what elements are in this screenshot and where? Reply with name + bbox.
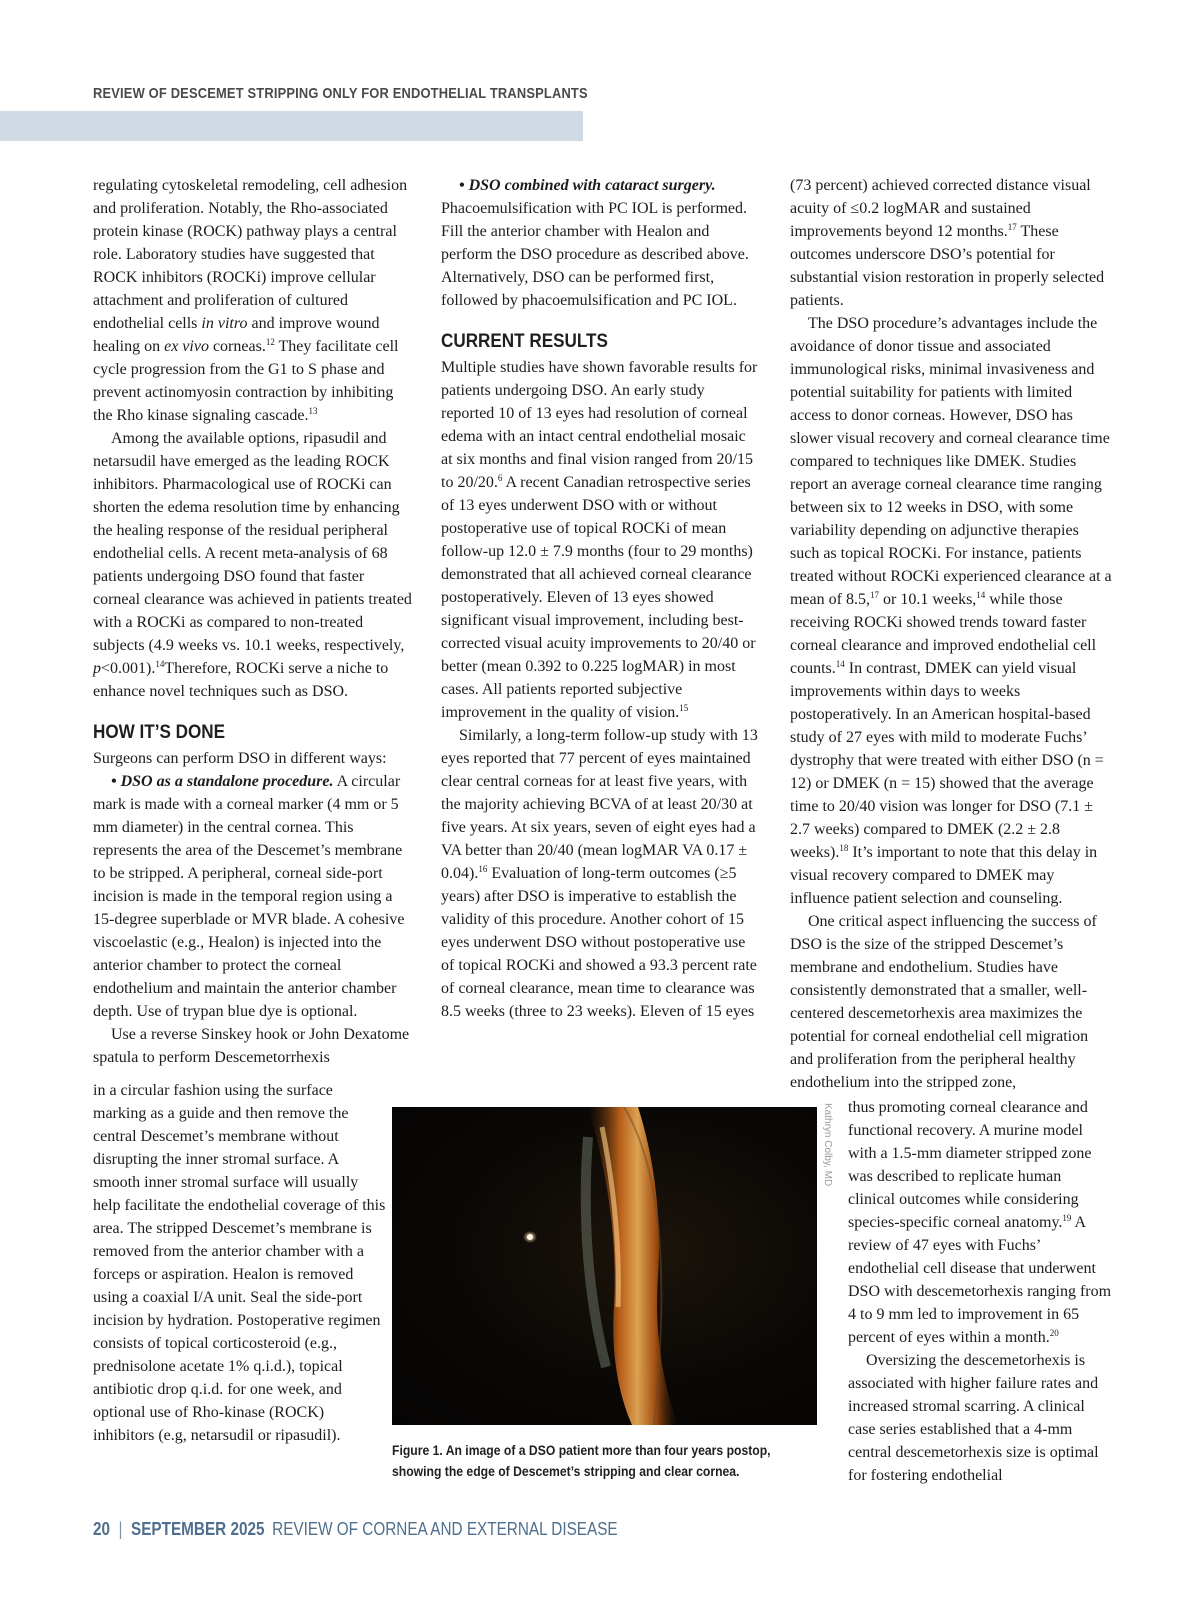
paragraph: Use a reverse Sinskey hook or John Dexatome spatula to perform Descemetorrhexis (93, 1026, 410, 1066)
reference-number: 16 (478, 864, 488, 874)
column-3 (790, 174, 1112, 1094)
reference-number: 14 (155, 659, 165, 669)
paragraph: Surgeons can perform DSO in different ways: (93, 750, 387, 767)
running-header: REVIEW OF DESCEMET STRIPPING ONLY FOR ENDOTHELIAL TRANSPLANTS (93, 85, 588, 102)
paragraph: Among the available options, ripasudil and netarsudil have emerged as the leading ROCK inhibitors. Pharmacological use of ROCKi can shorten the edema resolution time by enhancing the healing response of the residual peripheral endothelial cells. A recent meta-analysis of 68 patients undergoing DSO found that faster corneal clearance was achieved in patients treated with a ROCKi as compared to non-treated subjects (4.9 weeks vs. 10.1 weeks, respectively, p<0.001).$^{14}$Therefore, ROCKi serve a niche to enhance novel techniques such as DSO. (93, 430, 412, 700)
page-number: 20 (93, 1519, 111, 1539)
column-2 (441, 174, 761, 1023)
reference-number: 14 (976, 590, 986, 600)
photo-credit: Kathryn Colby, MD (822, 1103, 833, 1187)
paragraph: The DSO procedure’s advantages include the avoidance of donor tissue and associated immunological risks, minimal invasiveness and potential suitability for patients with limited access to donor corneas. However, DSO has slower visual recovery and corneal clearance time compared to techniques like DMEK. Studies report an average corneal clearance time ranging between six to 12 weeks in DSO, with some variability depending on adjunctive therapies such as topical ROCKi. For instance, patients treated without ROCKi experienced clearance at a mean of 8.5,17 or 10.1 weeks,$^{14}$ while those receiving ROCKi showed trends toward faster corneal clearance and improved endothelial cell counts.$^{14}$ In contrast, DMEK can yield visual improvements within days to weeks postoperatively. In an American hospital-based study of 27 eyes with mild to moderate Fuchs’ dystrophy that were treated with either DSO (n = 12) or DMEK (n = 15) showed that the average time to 20/40 vision was longer for DSO (7.1 ± 2.7 weeks) compared to DMEK (2.2 ± 2.8 weeks).$^{18}$ It’s important to note that this delay in visual recovery compared to DMEK may influence patient selection and counseling. (790, 315, 1112, 907)
footer-separator: | (118, 1519, 123, 1539)
column-1-continued (93, 1079, 388, 1447)
reference-number: 12 (265, 337, 275, 347)
paragraph: One critical aspect influencing the success of DSO is the size of the stripped Descemet’s membrane and endothelium. Studies have consistently demonstrated that a smaller, well-centered descemetorhexis area maximizes the potential for corneal endothelial cell migration and proliferation from the peripheral healthy endothelium into the stripped zone, (790, 913, 1097, 1091)
reference-number: 17 (869, 590, 879, 600)
reference-number: 18 (839, 843, 849, 853)
section-heading-current-results: CURRENT RESULTS (441, 331, 608, 352)
paragraph: thus promoting corneal clearance and functional recovery. A murine model with a 1.5-mm diameter stripped zone was described to replicate human clinical outcomes while considering species-specific corneal anatomy.$^{19}$ A review of 47 eyes with Fuchs’ endothelial cell disease that underwent DSO with descemetorhexis ranging from 4 to 9 mm led to improvement in 65 percent of eyes within a month.$^{20}$ (848, 1099, 1112, 1346)
section-heading-how-its-done: HOW IT’S DONE (93, 722, 226, 743)
reference-number: 19 (1062, 1213, 1072, 1223)
reference-number: 20 (1049, 1328, 1059, 1338)
page-footer (93, 1519, 618, 1540)
figure-caption: Figure 1. An image of a DSO patient more than four years postop, showing the edge of Descemet’s stripping and clear cornea. (392, 1442, 771, 1479)
header-band (0, 111, 583, 141)
bullet-lead: • DSO combined with cataract surgery. (459, 177, 716, 194)
bullet-lead: • DSO as a standalone procedure. (111, 773, 334, 790)
column-1 (93, 174, 413, 1069)
paragraph: • DSO combined with cataract surgery. Phacoemulsification with PC IOL is performed. Fill the anterior chamber with Healon and perform the DSO procedure as described above. Alternatively, DSO can be performed first, followed by phacoemulsification and PC IOL. (441, 177, 749, 309)
reference-number: 13 (308, 406, 318, 416)
paragraph: Similarly, a long-term follow-up study with 13 eyes reported that 77 percent of eyes maintained clear central corneas for at least five years, with the majority achieving BCVA of at least 20/30 at five years. At six years, seven of eight eyes had a VA better than 20/40 (mean logMAR VA 0.17 ± 0.04).$^{16}$ Evaluation of long-term outcomes (≥5 years) after DSO is imperative to establish the validity of this procedure. Another cohort of 15 eyes underwent DSO without postoperative use of topical ROCKi and showed a 93.3 percent rate of corneal clearance, mean time to clearance was 8.5 weeks (three to 23 weeks). Eleven of 15 eyes (441, 727, 758, 1020)
paragraph: • DSO as a standalone procedure. A circular mark is made with a corneal marker (4 mm or 5 mm diameter) in the central cornea. This represents the area of the Descemet’s membrane to be stripped. A peripheral, corneal side-port incision is made in the temporal region using a 15-degree superblade or MVR blade. A cohesive viscoelastic (e.g., Healon) is injected into the anterior chamber to protect the corneal endothelium and maintain the anterior chamber depth. Use of trypan blue dye is optional. (93, 773, 405, 1020)
publication-name: REVIEW OF CORNEA AND EXTERNAL DISEASE (272, 1519, 618, 1539)
figure-slit-lamp-photo (392, 1107, 817, 1425)
paragraph: regulating cytoskeletal remodeling, cell adhesion and proliferation. Notably, the Rho-associated protein kinase (ROCK) pathway plays a central role. Laboratory studies have suggested that ROCK inhibitors (ROCKi) improve cellular attachment and proliferation of cultured endothelial cells in vitro and improve wound healing on ex vivo corneas.$^{12}$ They facilitate cell cycle progression from the G1 to S phase and prevent actinomyosin contraction by inhibiting the Rho kinase signaling cascade.$^{13}$ (93, 177, 408, 424)
paragraph: Oversizing the descemetorhexis is associated with higher failure rates and increased stromal scarring. A clinical case series established that a 4-mm central descemetorhexis size is optimal for fostering endothelial (848, 1352, 1099, 1484)
paragraph: in a circular fashion using the surface marking as a guide and then remove the central Descemet’s membrane without disrupting the inner stromal surface. A smooth inner stromal surface will usually help facilitate the endothelial coverage of this area. The stripped Descemet’s membrane is removed from the anterior chamber with a forceps or aspiration. Healon is removed using a coaxial I/A unit. Seal the side-port incision by hydration. Postoperative regimen consists of topical corticosteroid (e.g., prednisolone acetate 1% q.i.d.), topical antibiotic drop q.i.d. for one week, and optional use of Rho-kinase (ROCK) inhibitors (e.g, netarsudil or ripasudil). (93, 1082, 386, 1444)
reference-number: 6 (497, 473, 503, 483)
paragraph: Multiple studies have shown favorable results for patients undergoing DSO. An early study reported 10 of 13 eyes had resolution of corneal edema with an intact central endothelial mosaic at six months and final vision ranged from 20/15 to 20/20.$^6$ A recent Canadian retrospective series of 13 eyes underwent DSO with or without postoperative use of topical ROCKi of mean follow-up 12.0 ± 7.9 months (four to 29 months) demonstrated that all achieved corneal clearance postoperatively. Eleven of 13 eyes showed significant visual improvement, including best-corrected visual acuity improvements to 20/40 or better (mean 0.392 to 0.225 logMAR) in most cases. All patients reported subjective improvement in the quality of vision.$^{15}$ (441, 359, 758, 721)
paragraph: (73 percent) achieved corrected distance visual acuity of ≤0.2 logMAR and sustained improvements beyond 12 months.$^{17}$ These outcomes underscore DSO’s potential for substantial vision restoration in properly selected patients. (790, 177, 1105, 309)
issue-date: SEPTEMBER 2025 (131, 1519, 265, 1539)
column-3-continued (848, 1096, 1112, 1487)
reference-number: 15 (679, 703, 689, 713)
eye-photo-illustration (392, 1107, 817, 1425)
reference-number: 17 (1007, 222, 1017, 232)
reference-number: 14 (835, 659, 845, 669)
